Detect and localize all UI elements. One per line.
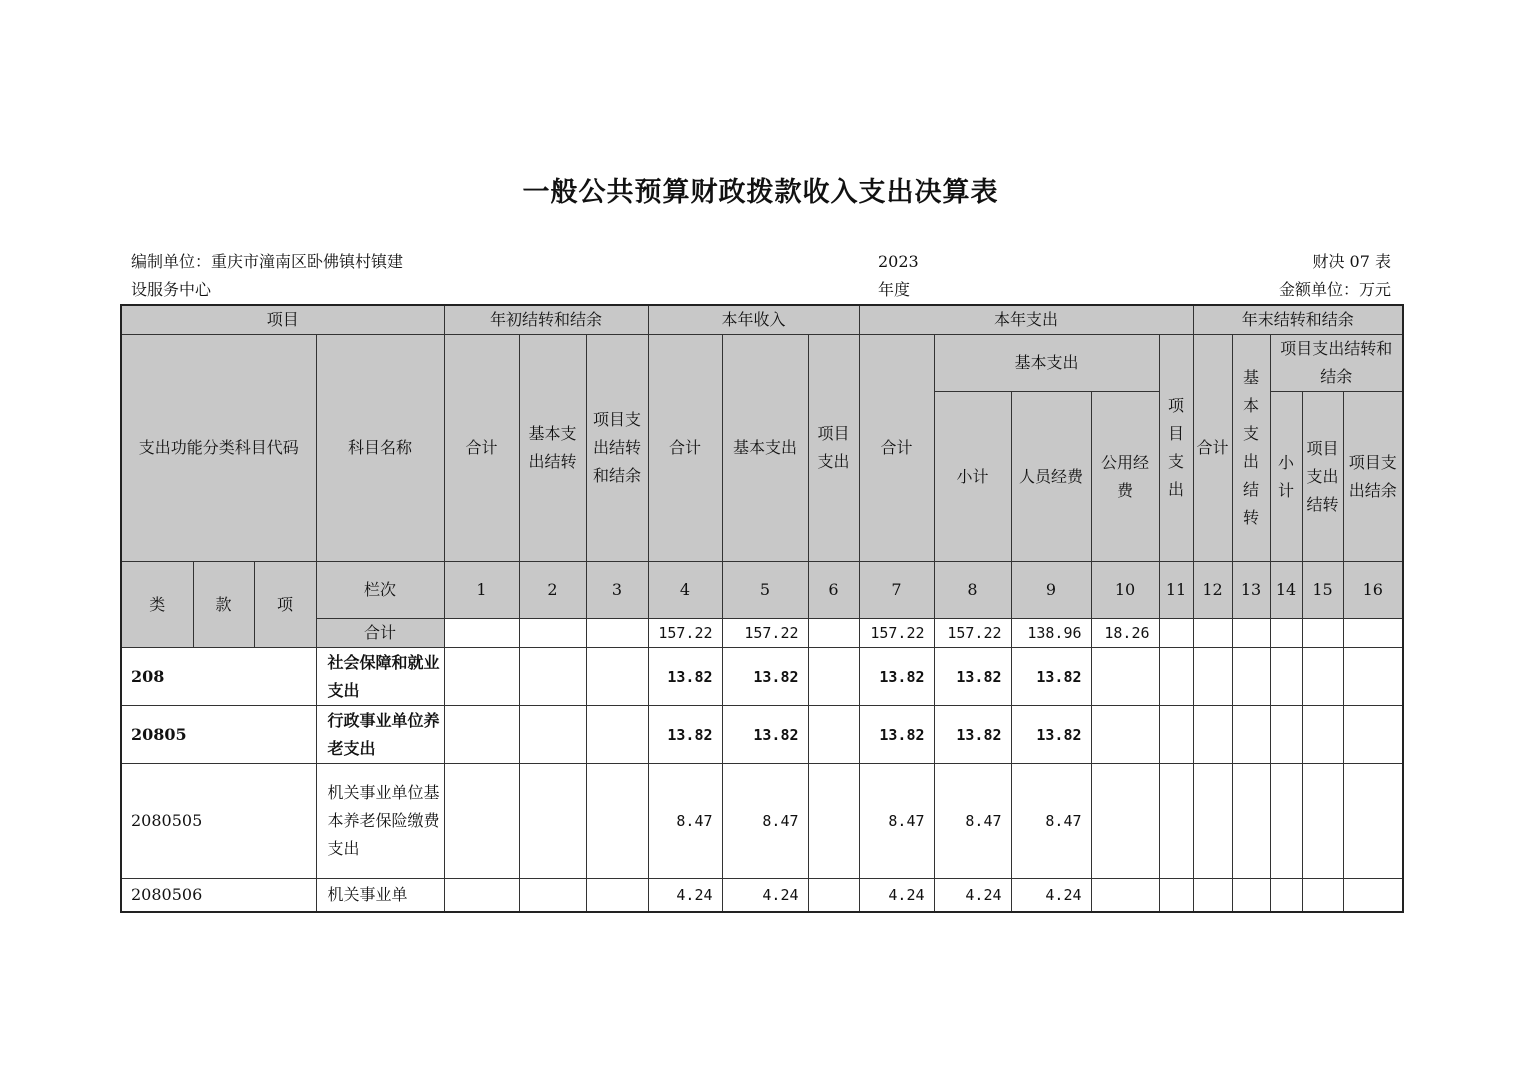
header-closing-total: 合计: [1193, 335, 1232, 562]
col-no: 9: [1011, 562, 1091, 619]
compiling-unit-line2: 设服务中心: [131, 280, 212, 299]
table-row: [121, 764, 1403, 879]
row-cell: [586, 648, 648, 706]
col-no: 11: [1159, 562, 1193, 619]
row-cell: [1193, 879, 1232, 912]
row-cell: [1091, 764, 1159, 879]
header-expense-basic: 基本支出: [934, 335, 1159, 392]
row-cell: 8.47: [648, 764, 722, 879]
header-code: 支出功能分类科目代码: [121, 335, 316, 562]
row-cell: [1343, 706, 1403, 764]
col-no: 3: [586, 562, 648, 619]
col-no: 16: [1343, 562, 1403, 619]
row-name: 社会保障和就业支出: [316, 648, 444, 706]
total-cell: [586, 619, 648, 648]
row-cell: [519, 648, 586, 706]
row-cell: [444, 879, 519, 912]
row-cell: [1159, 879, 1193, 912]
total-cell: 157.22: [934, 619, 1011, 648]
row-cell: 8.47: [722, 764, 808, 879]
row-code: 2080505: [121, 764, 316, 879]
row-code: 2080506: [121, 879, 316, 912]
row-cell: [1159, 648, 1193, 706]
col-no: 14: [1270, 562, 1302, 619]
row-cell: 13.82: [934, 706, 1011, 764]
total-cell: [519, 619, 586, 648]
total-cell: [808, 619, 859, 648]
header-income: 本年收入: [648, 305, 859, 335]
header-closing-project-balance: 项目支出结余: [1343, 392, 1403, 562]
row-cell: [444, 706, 519, 764]
header-expense-personnel: 人员经费: [1011, 392, 1091, 562]
col-no: 4: [648, 562, 722, 619]
row-name: 行政事业单位养老支出: [316, 706, 444, 764]
header-closing-project-carry: 项目支出结转: [1302, 392, 1343, 562]
total-cell: 157.22: [859, 619, 934, 648]
row-cell: 13.82: [648, 648, 722, 706]
col-no: 10: [1091, 562, 1159, 619]
row-cell: [444, 764, 519, 879]
total-cell: [1270, 619, 1302, 648]
row-cell: 13.82: [722, 648, 808, 706]
header-item: 项目: [121, 305, 444, 335]
table-row: [121, 648, 1403, 706]
row-cell: 4.24: [934, 879, 1011, 912]
row-cell: 13.82: [934, 648, 1011, 706]
row-cell: [1270, 706, 1302, 764]
col-no: 1: [444, 562, 519, 619]
row-code: 20805: [121, 706, 316, 764]
row-cell: 4.24: [648, 879, 722, 912]
total-label: 合计: [316, 619, 444, 648]
header-column-no: 栏次: [316, 562, 444, 619]
header-closing-subtotal: 小计: [1270, 392, 1302, 562]
year-value: 2023: [878, 252, 919, 271]
col-no: 8: [934, 562, 1011, 619]
page-title: 一般公共预算财政拨款收入支出决算表: [522, 177, 999, 208]
total-cell: [1343, 619, 1403, 648]
row-name: 机关事业单: [316, 879, 444, 912]
row-code: 208: [121, 648, 316, 706]
row-cell: 4.24: [1011, 879, 1091, 912]
form-number: 财决 07 表: [1312, 252, 1391, 271]
header-expense: 本年支出: [859, 305, 1193, 335]
row-cell: [1302, 879, 1343, 912]
row-cell: [519, 879, 586, 912]
row-cell: 8.47: [1011, 764, 1091, 879]
row-cell: [444, 648, 519, 706]
row-cell: [1343, 764, 1403, 879]
row-cell: [1091, 648, 1159, 706]
row-cell: [1193, 764, 1232, 879]
row-cell: 13.82: [1011, 648, 1091, 706]
header-closing-project: 项目支出结转和结余: [1270, 335, 1403, 392]
row-cell: [808, 706, 859, 764]
header-opening-basic: 基本支出结转: [519, 335, 586, 562]
col-no: 12: [1193, 562, 1232, 619]
row-cell: [1232, 706, 1270, 764]
header-expense-subtotal: 小计: [934, 392, 1011, 562]
row-cell: [1232, 648, 1270, 706]
header-row-2: [121, 335, 1403, 392]
row-cell: [1270, 648, 1302, 706]
col-no: 2: [519, 562, 586, 619]
row-cell: 13.82: [1011, 706, 1091, 764]
row-cell: [1193, 648, 1232, 706]
total-cell: [1159, 619, 1193, 648]
total-cell: 157.22: [648, 619, 722, 648]
row-cell: [586, 764, 648, 879]
header-subject-name: 科目名称: [316, 335, 444, 562]
row-cell: [1270, 879, 1302, 912]
col-no: 6: [808, 562, 859, 619]
col-no: 15: [1302, 562, 1343, 619]
total-cell: 18.26: [1091, 619, 1159, 648]
report-year: [878, 248, 938, 304]
total-cell: 138.96: [1011, 619, 1091, 648]
header-row-1: [121, 305, 1403, 335]
row-cell: [808, 764, 859, 879]
row-cell: [808, 879, 859, 912]
column-number-row: [121, 562, 1403, 619]
row-cell: [1270, 764, 1302, 879]
header-income-total: 合计: [648, 335, 722, 562]
total-cell: [1193, 619, 1232, 648]
compiling-unit: [131, 248, 451, 304]
total-cell: 157.22: [722, 619, 808, 648]
row-cell: [1091, 706, 1159, 764]
row-cell: [586, 706, 648, 764]
header-income-project: 项目支出: [808, 335, 859, 562]
row-cell: 8.47: [934, 764, 1011, 879]
year-label: 年度: [878, 280, 911, 299]
row-cell: [1302, 648, 1343, 706]
row-cell: [519, 706, 586, 764]
money-unit: 金额单位：万元: [1278, 280, 1391, 299]
row-cell: [1232, 764, 1270, 879]
total-cell: [444, 619, 519, 648]
row-cell: 8.47: [859, 764, 934, 879]
row-cell: 4.24: [722, 879, 808, 912]
row-cell: [808, 648, 859, 706]
header-closing: 年末结转和结余: [1193, 305, 1403, 335]
table-row: [121, 879, 1403, 912]
row-cell: [1343, 879, 1403, 912]
row-cell: [1343, 648, 1403, 706]
row-cell: 13.82: [722, 706, 808, 764]
row-cell: 13.82: [648, 706, 722, 764]
header-expense-public: 公用经费: [1091, 392, 1159, 562]
budget-table: [120, 304, 1404, 913]
row-cell: [1232, 879, 1270, 912]
header-opening: 年初结转和结余: [444, 305, 648, 335]
row-name: 机关事业单位基本养老保险缴费支出: [316, 764, 444, 879]
header-xiang: 项: [254, 562, 316, 648]
row-cell: [1302, 764, 1343, 879]
row-cell: [1159, 706, 1193, 764]
total-cell: [1302, 619, 1343, 648]
header-expense-project: 项目支出: [1159, 335, 1193, 562]
header-lei: 类: [121, 562, 193, 648]
table-row: [121, 706, 1403, 764]
compiling-unit-line1: 编制单位：重庆市潼南区卧佛镇村镇建: [131, 252, 404, 271]
col-no: 7: [859, 562, 934, 619]
row-cell: [1193, 706, 1232, 764]
row-cell: [586, 879, 648, 912]
row-cell: [1302, 706, 1343, 764]
row-cell: [1159, 764, 1193, 879]
header-kuan: 款: [193, 562, 254, 648]
form-info: [1279, 248, 1391, 304]
row-cell: [1091, 879, 1159, 912]
header-closing-basic: 基本支出结转: [1232, 335, 1270, 562]
total-cell: [1232, 619, 1270, 648]
header-opening-project: 项目支出结转和结余: [586, 335, 648, 562]
header-expense-total: 合计: [859, 335, 934, 562]
row-cell: 13.82: [859, 648, 934, 706]
row-cell: 13.82: [859, 706, 934, 764]
col-no: 5: [722, 562, 808, 619]
row-cell: [519, 764, 586, 879]
header-opening-total: 合计: [444, 335, 519, 562]
header-income-basic: 基本支出: [722, 335, 808, 562]
row-cell: 4.24: [859, 879, 934, 912]
col-no: 13: [1232, 562, 1270, 619]
